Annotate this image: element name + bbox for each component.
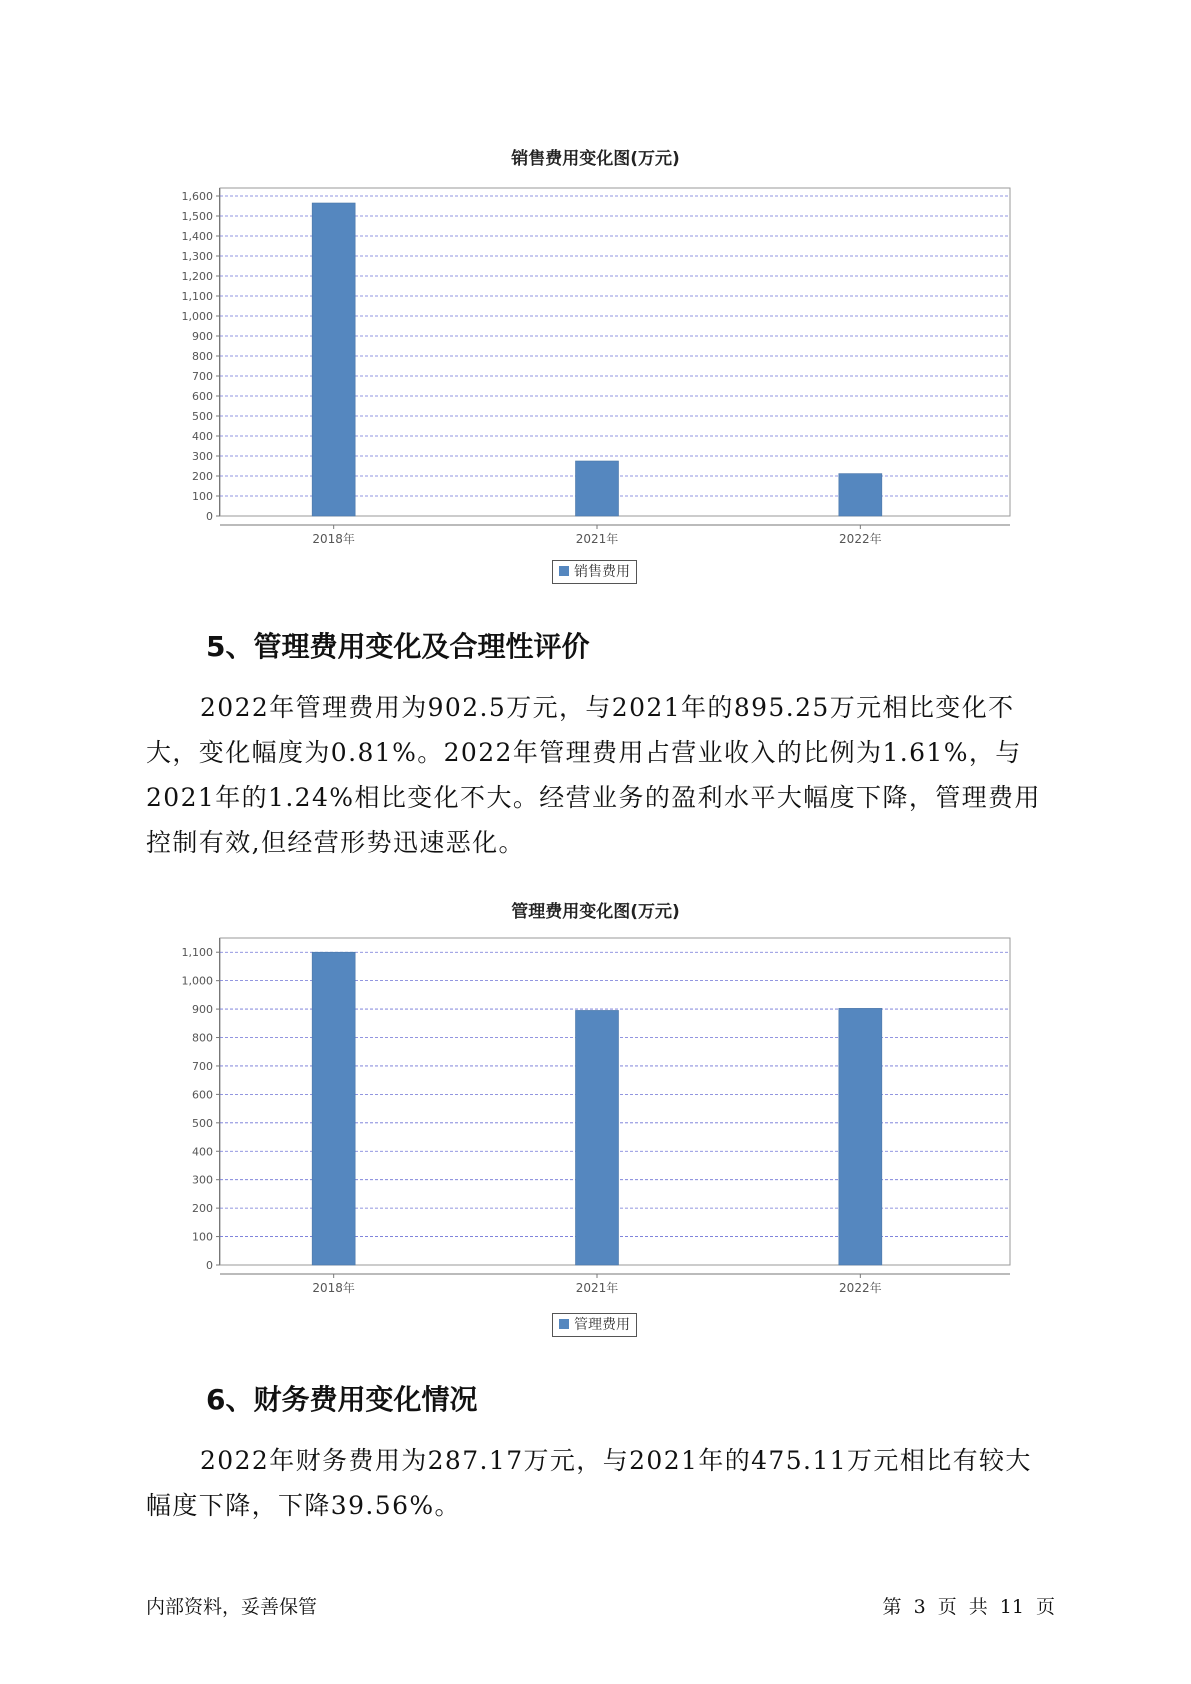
y-tick-label: 200 <box>192 470 213 483</box>
y-tick-label: 300 <box>192 450 213 463</box>
x-tick-label: 2018年 <box>312 532 355 546</box>
y-tick-label: 700 <box>192 370 213 383</box>
y-tick-label: 200 <box>192 1202 213 1216</box>
y-tick-label: 900 <box>192 330 213 343</box>
x-tick-label: 2021年 <box>575 532 619 546</box>
chart-title-admin: 管理费用变化图(万元) <box>511 902 680 922</box>
chart-legend-sales <box>552 560 637 584</box>
y-tick-label: 800 <box>192 1031 213 1045</box>
legend-swatch <box>559 1319 569 1329</box>
bar-2021年 <box>576 461 619 516</box>
y-tick-label: 100 <box>192 1230 213 1244</box>
x-tick-label: 2022年 <box>839 1281 882 1295</box>
y-tick-label: 800 <box>192 350 213 363</box>
bar-2018年 <box>312 952 355 1265</box>
admin-expense-bar-chart <box>0 930 1191 1350</box>
footer-confidential-note: 内部资料，妥善保管 <box>146 1596 318 1618</box>
y-tick-label: 600 <box>192 390 213 403</box>
y-tick-label: 1,100 <box>181 946 213 960</box>
y-tick-label: 1,400 <box>181 230 213 243</box>
footer-page-number: 第 3 页 共 11 页 <box>882 1596 1055 1618</box>
y-tick-label: 1,000 <box>181 310 213 323</box>
section-6-heading: 6、财务费用变化情况 <box>206 1383 478 1416</box>
chart-legend-admin <box>552 1313 637 1337</box>
y-tick-label: 500 <box>192 1116 213 1130</box>
y-tick-label: 1,500 <box>181 210 213 223</box>
y-tick-label: 1,100 <box>181 290 213 303</box>
chart-title-sales: 销售费用变化图(万元) <box>511 149 680 169</box>
y-tick-label: 400 <box>192 1145 213 1159</box>
bar-2022年 <box>839 1008 882 1265</box>
y-tick-label: 1,200 <box>181 270 213 283</box>
y-tick-label: 0 <box>206 1259 213 1272</box>
y-tick-label: 900 <box>192 1003 213 1017</box>
bar-2022年 <box>839 474 882 516</box>
legend-label: 销售费用 <box>574 564 630 580</box>
legend-swatch <box>559 566 569 576</box>
y-tick-label: 600 <box>192 1088 213 1102</box>
x-tick-label: 2022年 <box>839 532 882 546</box>
section-5-paragraph: 2022年管理费用为902.5万元，与2021年的895.25万元相比变化不大，变化幅度为0.81%。2022年管理费用占营业收入的比例为1.61%，与2021年的1.24%相比变化不大。经营业务的盈利水平大幅度下降，管理费用控制有效,但经营形势迅速恶化。 <box>146 693 1041 857</box>
y-tick-label: 500 <box>192 410 213 423</box>
legend-label: 管理费用 <box>574 1317 630 1333</box>
sales-expense-bar-chart <box>0 180 1191 600</box>
y-tick-label: 0 <box>206 510 213 523</box>
x-tick-label: 2021年 <box>575 1281 619 1295</box>
y-tick-label: 1,300 <box>181 250 213 263</box>
y-tick-label: 1,600 <box>181 190 213 203</box>
y-tick-label: 300 <box>192 1173 213 1187</box>
y-tick-label: 100 <box>192 490 213 503</box>
y-tick-label: 400 <box>192 430 213 443</box>
bar-2021年 <box>576 1010 619 1265</box>
y-tick-label: 700 <box>192 1059 213 1073</box>
y-tick-label: 1,000 <box>181 974 213 988</box>
section-6-paragraph: 2022年财务费用为287.17万元，与2021年的475.11万元相比有较大幅度下降，下降39.56%。 <box>146 1446 1032 1520</box>
section-5-heading: 5、管理费用变化及合理性评价 <box>206 630 590 663</box>
bar-2018年 <box>312 203 355 516</box>
x-tick-label: 2018年 <box>312 1281 355 1295</box>
